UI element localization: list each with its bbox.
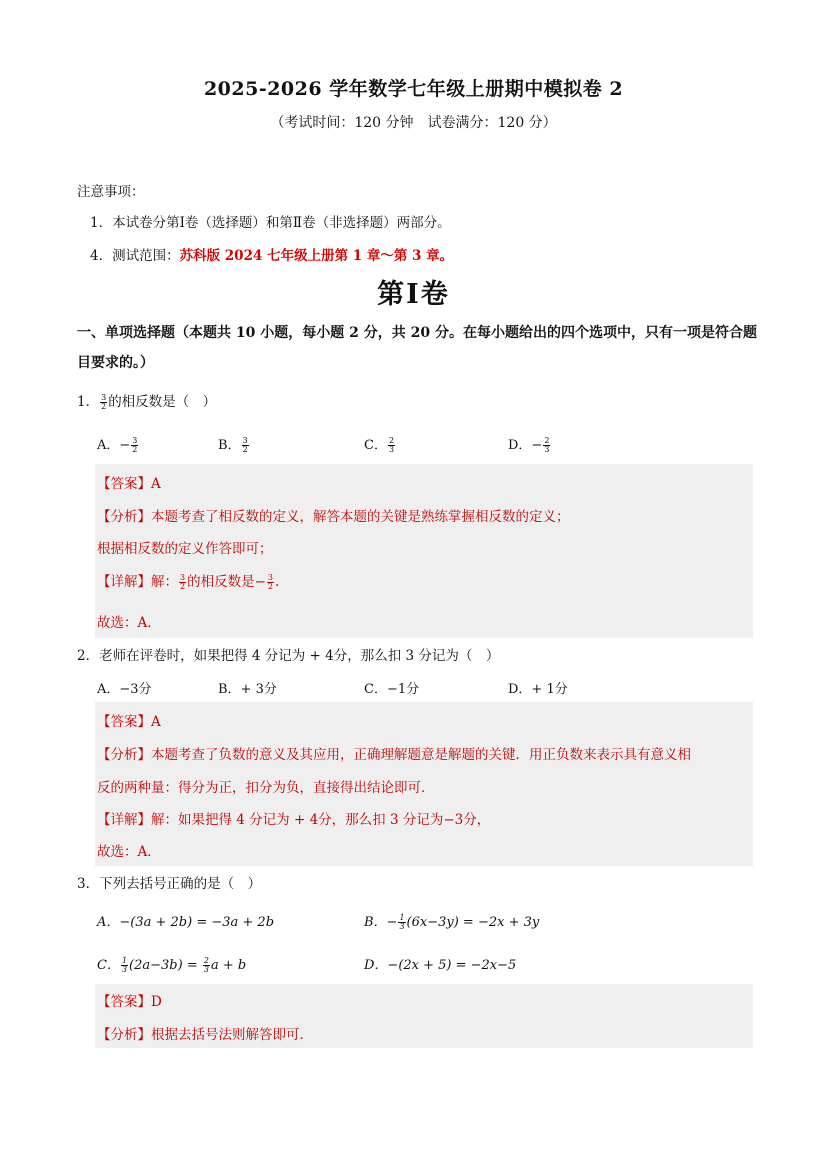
question-3-stem: 3．下列去括号正确的是（ ） bbox=[77, 876, 262, 892]
analysis-line: 【分析】本题考查了相反数的定义，解答本题的关键是熟练掌握相反数的定义； bbox=[97, 509, 570, 525]
answer-box-1 bbox=[95, 464, 753, 638]
answer-box-3 bbox=[95, 984, 753, 1048]
option-label: A．− bbox=[97, 438, 131, 453]
fraction-denominator: 3 bbox=[203, 965, 209, 974]
fraction-denominator: 2 bbox=[132, 445, 138, 454]
fraction-denominator: 2 bbox=[242, 445, 248, 454]
question-2-stem: 2．老师在评卷时，如果把得 4 分记为 + 4分，那么扣 3 分记为（ ） bbox=[77, 648, 500, 664]
option-c: C．−1分 bbox=[364, 682, 420, 697]
option-expression: (6x−3y) = −2x + 3y bbox=[406, 915, 540, 930]
fraction-numerator: 1 bbox=[121, 956, 128, 965]
detail-prefix: 【详解】解： bbox=[97, 574, 178, 590]
option-d: D．−(2x + 5) = −2x−5 bbox=[364, 958, 517, 973]
option-b bbox=[364, 911, 539, 931]
choose-line: 故选：A． bbox=[97, 844, 161, 860]
fraction-denominator: 3 bbox=[388, 445, 395, 454]
option-d: D．+ 1分 bbox=[508, 682, 568, 697]
fraction-denominator: 3 bbox=[544, 445, 550, 454]
analysis-line-2: 根据相反数的定义作答即可； bbox=[97, 541, 273, 557]
note-item-4 bbox=[90, 244, 453, 264]
answer-line: 【答案】A bbox=[97, 714, 161, 730]
fraction-denominator: 2 bbox=[180, 582, 186, 591]
option-d bbox=[508, 434, 551, 454]
answer-line: 【答案】A bbox=[97, 476, 161, 492]
notes-heading: 注意事项： bbox=[77, 184, 145, 200]
fraction bbox=[242, 437, 249, 454]
option-c bbox=[97, 954, 246, 974]
fraction-numerator: 3 bbox=[267, 573, 273, 582]
fraction bbox=[179, 574, 186, 591]
analysis-line: 【分析】本题考查了负数的意义及其应用，正确理解题意是解题的关键．用正负数来表示具有意义相 bbox=[97, 747, 691, 763]
fraction-denominator: 2 bbox=[267, 582, 273, 591]
fraction-numerator: 1 bbox=[399, 913, 405, 922]
option-c bbox=[364, 434, 396, 454]
answer-box-2 bbox=[95, 702, 753, 866]
option-label: C． bbox=[364, 438, 387, 453]
fraction bbox=[121, 957, 128, 974]
fraction-numerator: 3 bbox=[101, 393, 107, 402]
detail-line bbox=[97, 570, 279, 591]
option-label: B．− bbox=[364, 915, 398, 930]
option-expression: (2a−3b) = bbox=[129, 958, 202, 973]
option-label: C． bbox=[97, 958, 120, 973]
question-text: 的相反数是（ ） bbox=[108, 394, 217, 410]
option-b bbox=[218, 434, 250, 454]
fraction bbox=[543, 437, 550, 454]
detail-line: 【详解】解：如果把得 4 分记为 + 4分，那么扣 3 分记为−3分， bbox=[97, 812, 491, 828]
note-item-1: 1．本试卷分第Ⅰ卷（选择题）和第Ⅱ卷（非选择题）两部分。 bbox=[90, 215, 451, 231]
fraction-numerator: 2 bbox=[544, 436, 550, 445]
section-heading: 一、单项选择题（本题共 10 小题，每小题 2 分，共 20 分。在每小题给出的四个选项中，只有一项是符合题目要求的。） bbox=[77, 325, 757, 371]
fraction bbox=[131, 437, 138, 454]
detail-text: 的相反数是− bbox=[187, 574, 266, 590]
fraction-numerator: 2 bbox=[388, 436, 395, 445]
option-label: B． bbox=[218, 438, 241, 453]
fraction bbox=[100, 394, 107, 411]
fraction bbox=[267, 574, 274, 591]
volume-title: 第Ⅰ卷 bbox=[377, 279, 450, 310]
page-subtitle: （考试时间：120 分钟 试卷满分：120 分） bbox=[270, 115, 557, 131]
fraction bbox=[398, 914, 405, 931]
question-1-stem bbox=[77, 390, 216, 411]
question-number: 1． bbox=[77, 394, 100, 410]
option-b: B．+ 3分 bbox=[218, 682, 277, 697]
note-item-4-prefix: 4．测试范围： bbox=[90, 248, 180, 264]
fraction-numerator: 2 bbox=[203, 956, 209, 965]
choose-line: 故选：A． bbox=[97, 615, 161, 631]
fraction-denominator: 2 bbox=[101, 402, 107, 411]
option-label: D．− bbox=[508, 438, 543, 453]
option-a bbox=[97, 434, 139, 454]
note-item-4-scope: 苏科版 2024 七年级上册第 1 章～第 3 章。 bbox=[179, 248, 454, 264]
option-a: A．−(3a + 2b) = −3a + 2b bbox=[97, 915, 275, 930]
fraction-denominator: 3 bbox=[399, 922, 405, 931]
fraction-numerator: 3 bbox=[180, 573, 186, 582]
option-expression-end: a + b bbox=[210, 958, 247, 973]
detail-end: . bbox=[275, 574, 280, 590]
option-a: A．−3分 bbox=[97, 682, 152, 697]
fraction bbox=[388, 437, 395, 454]
answer-line: 【答案】D bbox=[97, 994, 162, 1010]
analysis-line: 【分析】根据去括号法则解答即可． bbox=[97, 1027, 313, 1043]
fraction-denominator: 3 bbox=[121, 965, 128, 974]
fraction-numerator: 3 bbox=[242, 436, 248, 445]
analysis-line-2: 反的两种量：得分为正，扣分为负，直接得出结论即可． bbox=[97, 780, 435, 796]
fraction-numerator: 3 bbox=[132, 436, 138, 445]
page-title: 2025-2026 学年数学七年级上册期中模拟卷 2 bbox=[203, 78, 624, 100]
fraction bbox=[203, 957, 210, 974]
